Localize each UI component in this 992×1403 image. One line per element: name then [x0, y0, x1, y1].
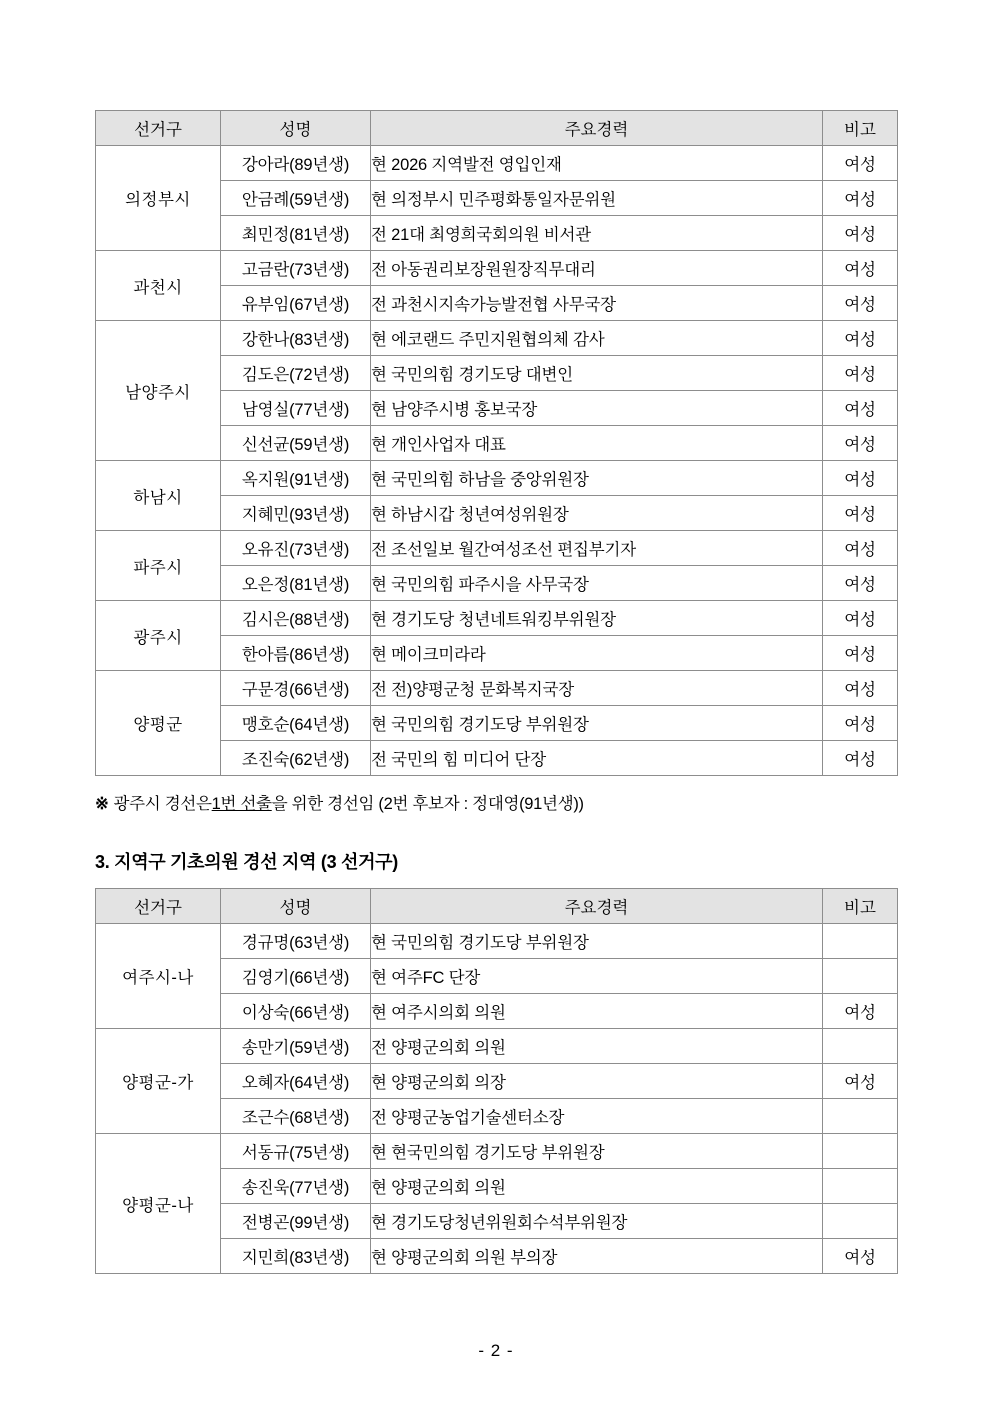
- cell-note: 여성: [823, 496, 898, 531]
- cell-note: 여성: [823, 1064, 898, 1099]
- cell-district: 양평군: [96, 671, 221, 776]
- cell-name: 김시은(88년생): [221, 601, 371, 636]
- cell-career: 현 에코랜드 주민지원협의체 감사: [371, 321, 823, 356]
- cell-note: 여성: [823, 566, 898, 601]
- cell-career: 현 여주시의회 의원: [371, 994, 823, 1029]
- table-header: [96, 889, 898, 924]
- table-row: [96, 461, 898, 496]
- cell-career: 현 양평군의회 의원 부의장: [371, 1239, 823, 1274]
- column-header-note: 비고: [823, 111, 898, 146]
- cell-career: 현 국민의힘 파주시을 사무국장: [371, 566, 823, 601]
- section-heading-3: 3. 지역구 기초의원 경선 지역 (3 선거구): [95, 852, 398, 872]
- cell-district: 광주시: [96, 601, 221, 671]
- cell-career: 현 하남시갑 청년여성위원장: [371, 496, 823, 531]
- cell-career: 전 과천시지속가능발전협 사무국장: [371, 286, 823, 321]
- cell-name: 김영기(66년생): [221, 959, 371, 994]
- cell-name: 고금란(73년생): [221, 251, 371, 286]
- cell-name: 김도은(72년생): [221, 356, 371, 391]
- cell-career: 현 국민의힘 경기도당 부위원장: [371, 924, 823, 959]
- column-header-name: 성명: [221, 889, 371, 924]
- cell-note: 여성: [823, 181, 898, 216]
- footnote-underlined-text: 1번 선출: [211, 795, 272, 813]
- table-header-row: [96, 889, 898, 924]
- cell-note: [823, 924, 898, 959]
- cell-note: [823, 959, 898, 994]
- cell-note: 여성: [823, 251, 898, 286]
- table-row: [96, 601, 898, 636]
- table-row: [96, 1134, 898, 1169]
- cell-name: 송만기(59년생): [221, 1029, 371, 1064]
- cell-district: 여주시-나: [96, 924, 221, 1029]
- cell-district: 양평군-가: [96, 1029, 221, 1134]
- cell-name: 안금례(59년생): [221, 181, 371, 216]
- table-body: [96, 146, 898, 776]
- cell-name: 경규명(63년생): [221, 924, 371, 959]
- cell-note: [823, 1029, 898, 1064]
- column-header-name: 성명: [221, 111, 371, 146]
- cell-note: 여성: [823, 356, 898, 391]
- footnote: [95, 790, 897, 814]
- cell-career: 현 경기도당청년위원회수석부위원장: [371, 1204, 823, 1239]
- cell-name: 한아름(86년생): [221, 636, 371, 671]
- cell-note: 여성: [823, 216, 898, 251]
- cell-name: 최민정(81년생): [221, 216, 371, 251]
- cell-note: 여성: [823, 531, 898, 566]
- cell-career: 전 양평군의회 의원: [371, 1029, 823, 1064]
- candidate-table-section2: [95, 110, 898, 776]
- cell-name: 지혜민(93년생): [221, 496, 371, 531]
- table-row: [96, 146, 898, 181]
- cell-name: 전병곤(99년생): [221, 1204, 371, 1239]
- cell-name: 구문경(66년생): [221, 671, 371, 706]
- footnote-text-part1: 광주시 경선은: [113, 795, 212, 813]
- cell-name: 유부임(67년생): [221, 286, 371, 321]
- cell-career: 현 여주FC 단장: [371, 959, 823, 994]
- column-header-career: 주요경력: [371, 111, 823, 146]
- cell-district: 양평군-나: [96, 1134, 221, 1274]
- cell-name: 송진욱(77년생): [221, 1169, 371, 1204]
- table-row: [96, 924, 898, 959]
- cell-name: 오유진(73년생): [221, 531, 371, 566]
- cell-name: 지민희(83년생): [221, 1239, 371, 1274]
- footnote-text-part2: 을 위한 경선임 (2번 후보자 : 정대영(91년생)): [271, 795, 584, 813]
- page-number: - 2 -: [478, 1341, 514, 1360]
- column-header-district: 선거구: [96, 889, 221, 924]
- cell-name: 조진숙(62년생): [221, 741, 371, 776]
- cell-note: 여성: [823, 1239, 898, 1274]
- cell-note: 여성: [823, 426, 898, 461]
- table-row: [96, 251, 898, 286]
- table-row: [96, 321, 898, 356]
- cell-note: 여성: [823, 994, 898, 1029]
- cell-career: 전 전)양평군청 문화복지국장: [371, 671, 823, 706]
- cell-name: 남영실(77년생): [221, 391, 371, 426]
- cell-note: 여성: [823, 601, 898, 636]
- cell-name: 조근수(68년생): [221, 1099, 371, 1134]
- cell-district: 남양주시: [96, 321, 221, 461]
- cell-note: [823, 1134, 898, 1169]
- cell-name: 오은정(81년생): [221, 566, 371, 601]
- cell-district: 과천시: [96, 251, 221, 321]
- cell-career: 전 조선일보 월간여성조선 편집부기자: [371, 531, 823, 566]
- table-header: [96, 111, 898, 146]
- table-row: [96, 671, 898, 706]
- cell-name: 강아라(89년생): [221, 146, 371, 181]
- column-header-career: 주요경력: [371, 889, 823, 924]
- table-row: [96, 1029, 898, 1064]
- cell-note: [823, 1099, 898, 1134]
- cell-note: 여성: [823, 706, 898, 741]
- cell-name: 서동규(75년생): [221, 1134, 371, 1169]
- cell-note: 여성: [823, 321, 898, 356]
- cell-career: 현 현국민의힘 경기도당 부위원장: [371, 1134, 823, 1169]
- cell-name: 맹호순(64년생): [221, 706, 371, 741]
- cell-career: 현 남양주시병 홍보국장: [371, 391, 823, 426]
- column-header-note: 비고: [823, 889, 898, 924]
- cell-note: 여성: [823, 671, 898, 706]
- cell-name: 오혜자(64년생): [221, 1064, 371, 1099]
- cell-career: 현 메이크미라라: [371, 636, 823, 671]
- cell-note: 여성: [823, 146, 898, 181]
- table-row: [96, 531, 898, 566]
- cell-career: 전 양평군농업기술센터소장: [371, 1099, 823, 1134]
- cell-note: 여성: [823, 391, 898, 426]
- cell-note: [823, 1204, 898, 1239]
- cell-career: 전 국민의 힘 미디어 단장: [371, 741, 823, 776]
- cell-career: 현 양평군의회 의장: [371, 1064, 823, 1099]
- cell-career: 현 경기도당 청년네트워킹부위원장: [371, 601, 823, 636]
- footnote-mark: ※: [95, 795, 109, 813]
- cell-name: 강한나(83년생): [221, 321, 371, 356]
- cell-district: 의정부시: [96, 146, 221, 251]
- cell-district: 파주시: [96, 531, 221, 601]
- table-body: [96, 924, 898, 1274]
- cell-career: 현 의정부시 민주평화통일자문위원: [371, 181, 823, 216]
- cell-career: 전 아동권리보장원원장직무대리: [371, 251, 823, 286]
- cell-note: 여성: [823, 461, 898, 496]
- candidate-table-section3: [95, 888, 898, 1274]
- cell-career: 전 21대 최영희국회의원 비서관: [371, 216, 823, 251]
- cell-note: 여성: [823, 741, 898, 776]
- cell-note: 여성: [823, 636, 898, 671]
- cell-career: 현 국민의힘 경기도당 대변인: [371, 356, 823, 391]
- table-header-row: [96, 111, 898, 146]
- cell-career: 현 국민의힘 경기도당 부위원장: [371, 706, 823, 741]
- cell-name: 신선균(59년생): [221, 426, 371, 461]
- cell-career: 현 개인사업자 대표: [371, 426, 823, 461]
- cell-career: 현 국민의힘 하남을 중앙위원장: [371, 461, 823, 496]
- cell-career: 현 2026 지역발전 영입인재: [371, 146, 823, 181]
- cell-note: 여성: [823, 286, 898, 321]
- column-header-district: 선거구: [96, 111, 221, 146]
- cell-career: 현 양평군의회 의원: [371, 1169, 823, 1204]
- cell-name: 이상숙(66년생): [221, 994, 371, 1029]
- cell-district: 하남시: [96, 461, 221, 531]
- cell-note: [823, 1169, 898, 1204]
- cell-name: 옥지원(91년생): [221, 461, 371, 496]
